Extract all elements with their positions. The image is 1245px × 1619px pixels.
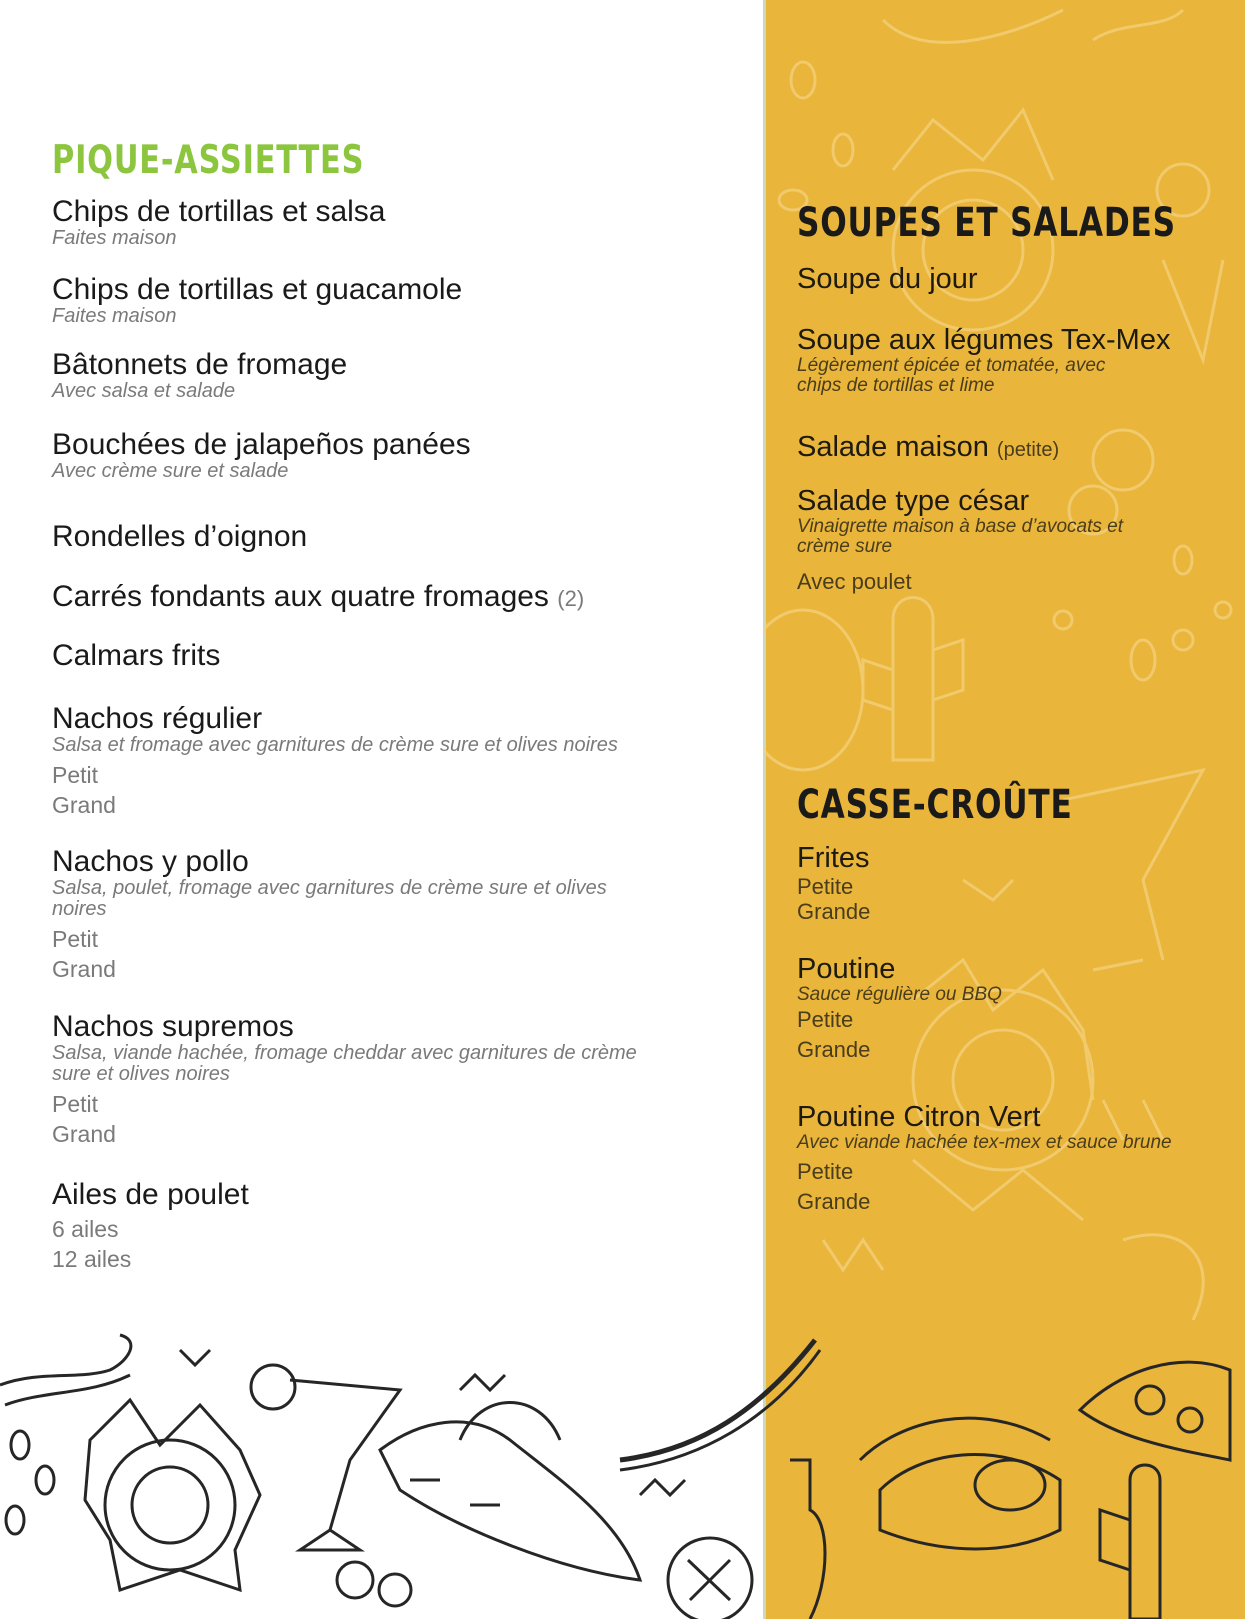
item-quantity: (2) [557, 586, 585, 611]
pique-assiettes-heading: PIQUE-ASSIETTES [52, 138, 365, 183]
menu-item [52, 196, 386, 249]
size-option: Petit [52, 1091, 99, 1117]
mexican-food-doodle-illustration [0, 1330, 1245, 1619]
item-name [797, 431, 1059, 466]
item-name: Nachos régulier [52, 702, 263, 735]
item-description: Avec viande hachée tex-mex et sauce brune [797, 1132, 1172, 1153]
item-name-text: Salade maison [797, 431, 989, 463]
size-option: Petit [52, 926, 99, 952]
menu-item [52, 521, 307, 553]
item-description: noires [52, 898, 107, 920]
item-name: Nachos y pollo [52, 845, 249, 878]
item-name: Ailes de poulet [52, 1178, 249, 1211]
menu-item [52, 349, 347, 402]
menu-item [52, 581, 584, 615]
size-option: Petite [797, 1007, 854, 1032]
item-name-text: Carrés fondants aux quatre fromages [52, 580, 549, 613]
item-name: Soupe du jour [797, 263, 978, 295]
menu-item [797, 263, 978, 295]
soupes-et-salades-heading: SOUPES ET SALADES [797, 200, 1176, 246]
size-option: Grand [52, 956, 116, 982]
item-description: Sauce régulière ou BBQ [797, 984, 1002, 1005]
menu-item [52, 429, 471, 482]
item-name [52, 581, 584, 615]
size-option: Grande [797, 899, 871, 924]
item-description: Salsa et fromage avec garnitures de crème sure et olives noires [52, 734, 618, 756]
item-name: Bouchées de jalapeños panées [52, 428, 471, 461]
menu-item [797, 1101, 1172, 1217]
menu-item [797, 485, 1123, 597]
item-description: Faites maison [52, 227, 177, 249]
menu-item [797, 953, 1002, 1065]
size-option: Grande [797, 1189, 871, 1214]
item-description: Salsa, viande hachée, fromage cheddar avec garnitures de crème [52, 1042, 637, 1064]
size-option: 12 ailes [52, 1246, 132, 1272]
size-option: Grand [52, 1121, 116, 1147]
item-name: Chips de tortillas et salsa [52, 195, 386, 228]
size-option: Petite [797, 874, 854, 899]
item-description: sure et olives noires [52, 1063, 230, 1085]
menu-item [52, 640, 220, 672]
item-description: Légèrement épicée et tomatée, avec [797, 355, 1106, 376]
item-description: Avec crème sure et salade [52, 460, 289, 482]
casse-croute-heading: CASSE-CROÛTE [797, 782, 1073, 828]
menu-item [52, 846, 607, 984]
menu-item [52, 274, 462, 327]
item-name: Frites [797, 842, 870, 874]
menu-item [797, 842, 870, 924]
item-description: crème sure [797, 536, 893, 557]
item-description: Vinaigrette maison à base d’avocats et [797, 516, 1124, 537]
size-option: 6 ailes [52, 1216, 119, 1242]
menu-item [52, 703, 618, 820]
size-option: Grand [52, 792, 116, 818]
item-name: Bâtonnets de fromage [52, 348, 348, 381]
item-name: Salade type césar [797, 485, 1030, 517]
item-name: Poutine Citron Vert [797, 1101, 1041, 1133]
item-description: Avec salsa et salade [52, 380, 236, 402]
item-name: Chips de tortillas et guacamole [52, 273, 463, 306]
item-name: Nachos supremos [52, 1010, 294, 1043]
item-name: Calmars frits [52, 639, 221, 672]
item-name: Poutine [797, 953, 896, 985]
item-name: Rondelles d’oignon [52, 520, 308, 553]
item-option: Avec poulet [797, 569, 912, 594]
item-description: Salsa, poulet, fromage avec garnitures de crème sure et olives [52, 877, 607, 899]
menu-item [52, 1011, 637, 1149]
item-portion: (petite) [996, 439, 1060, 461]
menu-item [52, 1179, 249, 1274]
menu-item [797, 324, 1170, 396]
item-name: Soupe aux légumes Tex-Mex [797, 324, 1171, 356]
item-description: Faites maison [52, 305, 177, 327]
size-option: Petit [52, 762, 99, 788]
size-option: Petite [797, 1159, 854, 1184]
size-option: Grande [797, 1037, 871, 1062]
menu-item [797, 431, 1059, 466]
item-description: chips de tortillas et lime [797, 375, 995, 396]
